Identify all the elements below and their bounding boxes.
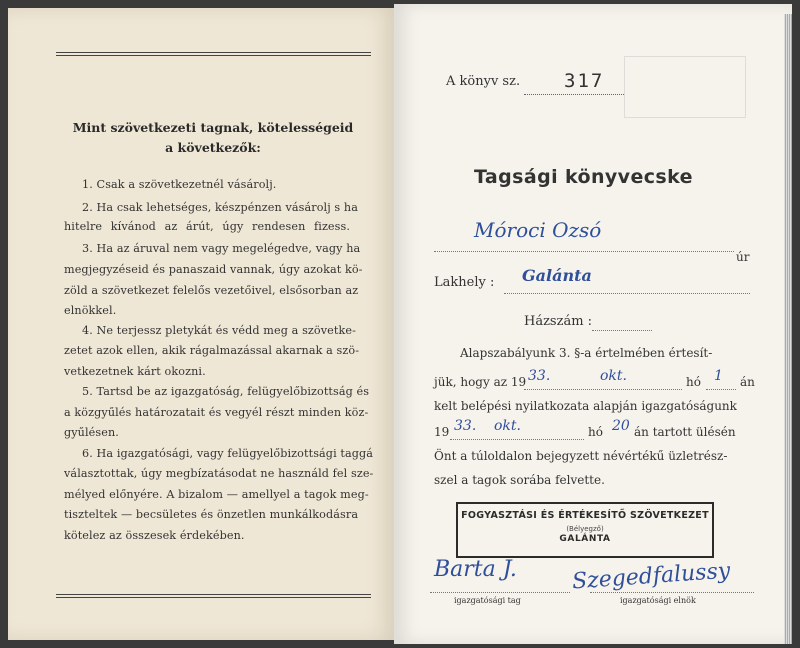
residence-label: Lakhely : (434, 275, 495, 290)
signature-left-dotted-rule (430, 592, 570, 593)
notice-line-6: szel a tagok sorába felvette. (434, 473, 605, 487)
notice-line-5: Önt a túloldalon bejegyzett névértékű üzletrész- (434, 449, 728, 463)
handwritten-month-1: okt. (600, 368, 627, 384)
date-dotted-rule-2 (450, 439, 584, 440)
notice-line-1: Alapszabályunk 3. §-a értelmében értesít- (460, 346, 713, 360)
right-page (394, 4, 792, 644)
duty-line: mélyed előnyére. A bizalom — amellyel a tagok meg- (64, 488, 369, 501)
day-dotted-rule-1 (706, 389, 736, 390)
duty-line: gyűlésen. (64, 426, 119, 439)
cooperative-stamp (456, 502, 714, 558)
house-number-dotted-rule (592, 330, 652, 331)
duty-line: hitelre kívánod az árút, úgy rendesen fizess. (64, 220, 350, 233)
book-number-label: A könyv sz. (446, 74, 521, 89)
duties-heading-line2: a következők: (165, 140, 261, 155)
faint-grid-box (624, 56, 746, 118)
duty-line: 5. Tartsd be az igazgatóság, felügyelőbizottság és (82, 385, 370, 398)
signature-right-label: igazgatósági elnök (620, 596, 696, 605)
notice-line-4-start: 19 (434, 425, 450, 439)
duty-line: választottak, úgy megbízatásodat ne használd fel sze- (64, 467, 374, 480)
duty-line: zetet azok ellen, akik rágalmazással akarnak a szö- (64, 344, 360, 357)
duty-line: elnökkel. (64, 304, 117, 317)
notice-line-4-ho: hó (588, 425, 603, 439)
house-number-label: Házszám : (524, 314, 593, 329)
handwritten-month-2: okt. (494, 418, 521, 434)
date-dotted-rule-1 (524, 389, 682, 390)
notice-line-2-ho: hó (686, 375, 701, 389)
duty-line: 2. Ha csak lehetséges, készpénzen vásárolj s ha (82, 201, 359, 214)
book-number-dotted-rule (524, 94, 624, 95)
duty-line: 1. Csak a szövetkezetnél vásárolj. (82, 178, 277, 191)
duty-line: 6. Ha igazgatósági, vagy felügyelőbizottsági taggá (82, 447, 374, 460)
member-name-dotted-rule (434, 251, 734, 252)
signature-right-dotted-rule (590, 592, 754, 593)
notice-line-4-end: án tartott ülésén (634, 425, 736, 439)
duty-line: kötelez az összesek érdekében. (64, 529, 245, 542)
duty-line: 3. Ha az áruval nem vagy megelégedve, vagy ha (82, 242, 361, 255)
booklet-title: Tagsági könyvecske (474, 166, 693, 188)
residence-handwritten: Galánta (522, 266, 592, 285)
handwritten-year-1: 33. (528, 368, 551, 384)
notice-line-2-start: jük, hogy az 19 (434, 375, 527, 389)
bottom-double-rule (56, 594, 371, 598)
duty-line: 4. Ne terjessz pletykát és védd meg a szövetke- (82, 324, 356, 337)
duty-line: megjegyzéseid és panaszaid vannak, úgy azokat kö- (64, 263, 363, 276)
book-number-value: 317 (564, 70, 605, 92)
handwritten-day-1: 1 (714, 368, 723, 384)
stamp-line-3: GALÁNTA (559, 534, 611, 544)
duties-heading-line1: Mint szövetkezeti tagnak, kötelességeid (72, 120, 354, 135)
signature-left: Barta J. (434, 557, 517, 582)
name-suffix: úr (736, 250, 750, 264)
residence-dotted-rule (504, 293, 750, 294)
duty-line: a közgyűlés határozatait és vegyél részt minden köz- (64, 406, 369, 419)
notice-line-3: kelt belépési nyilatkozata alapján igazgatóságunk (434, 399, 737, 413)
signature-right: Szegedfalussy (571, 558, 732, 595)
duty-line: zöld a szövetkezet felelős vezetőivel, elsősorban az (64, 284, 359, 297)
member-name-handwritten: Móroci Ozsó (474, 218, 602, 242)
handwritten-day-2: 20 (612, 418, 630, 434)
duty-line: vetkezetnek kárt okozni. (64, 365, 206, 378)
handwritten-year-2: 33. (454, 418, 477, 434)
signature-left-label: igazgatósági tag (454, 596, 521, 605)
duties-heading (48, 118, 378, 158)
left-page (8, 8, 394, 640)
stamp-line-1: FOGYASZTÁSI ÉS ÉRTÉKESÍTŐ SZÖVETKEZET (461, 510, 709, 521)
stamp-line-2: (Bélyegző) (566, 525, 604, 533)
notice-line-2-end: án (740, 375, 755, 389)
top-double-rule (56, 52, 371, 56)
duty-line: tiszteltek — becsületes és önzetlen munkálkodásra (64, 508, 359, 521)
page-edges (784, 14, 792, 644)
